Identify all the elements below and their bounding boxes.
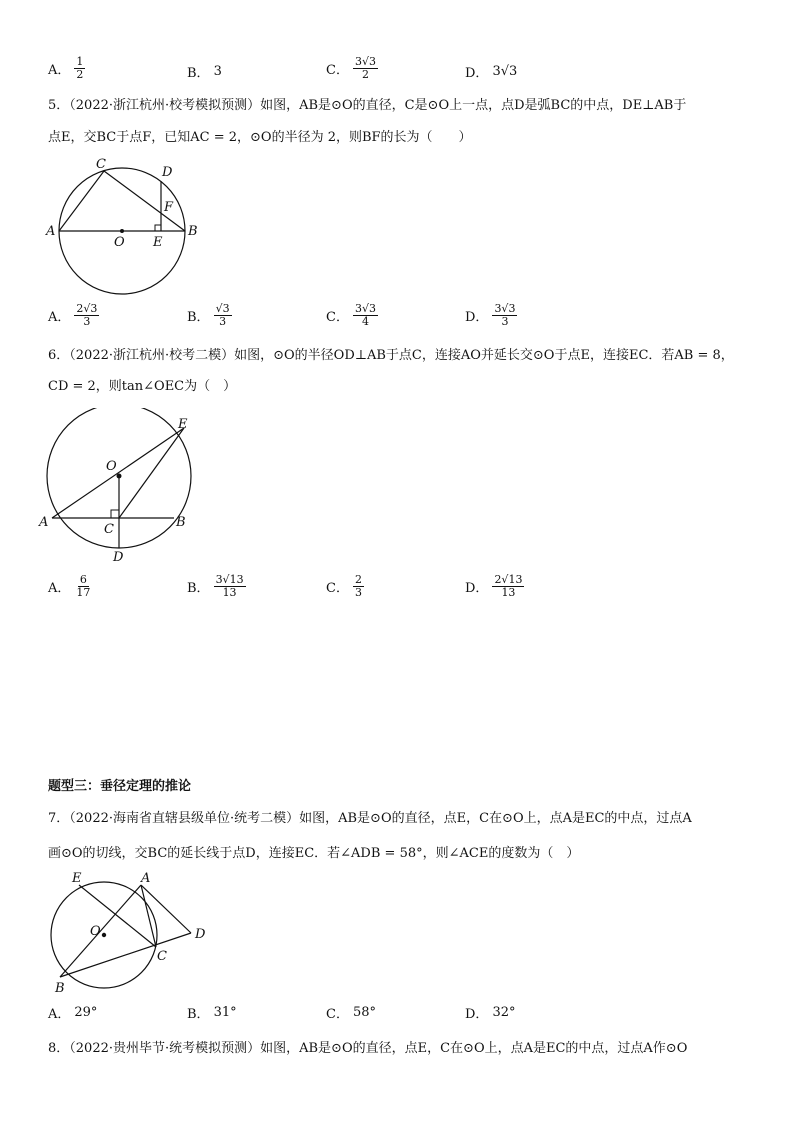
q5-stem-line2: 点E，交BC于点F，已知AC = 2，⊙O的半径为 2，则BF的长为（ ）	[48, 130, 472, 145]
label-o: O	[114, 235, 125, 250]
option-value: 58°	[352, 1005, 376, 1020]
q6-option-d	[465, 574, 524, 599]
option-label: D．	[465, 66, 489, 81]
fraction	[353, 303, 378, 328]
denominator: 2	[361, 68, 369, 81]
denominator: 13	[222, 586, 237, 599]
denominator: 3	[219, 315, 227, 328]
option-label: C．	[326, 63, 349, 78]
option-label: A．	[48, 1007, 71, 1022]
fraction	[74, 56, 85, 81]
q4-option-c	[326, 56, 378, 81]
fraction	[492, 574, 524, 599]
label-e: E	[72, 871, 82, 886]
label-d: D	[113, 550, 124, 565]
center-point	[102, 933, 106, 937]
denominator: 3	[354, 586, 362, 599]
center-point	[117, 474, 122, 479]
tangent-ad	[141, 885, 191, 933]
q5-option-d	[465, 303, 517, 328]
q6-stem-line2: CD = 2，则tan∠OEC为（ ）	[48, 379, 237, 394]
option-label: A．	[48, 310, 71, 325]
numerator: 2√3	[76, 302, 98, 315]
segment-ce	[119, 428, 184, 518]
option-label: C．	[326, 310, 349, 325]
label-a: A	[141, 871, 151, 886]
denominator: 17	[76, 586, 91, 599]
q8-stem-line1: 8．（2022·贵州毕节·统考模拟预测）如图，AB是⊙O的直径，点E，C在⊙O上，点A是EC的中点，过点A作⊙O	[48, 1041, 688, 1056]
q7-stem-line2: 画⊙O的切线，交BC的延长线于点D，连接EC．若∠ADB = 58°，则∠ACE的度数为（ ）	[48, 846, 580, 861]
label-o: O	[90, 924, 101, 939]
option-label: D．	[465, 310, 489, 325]
q7-option-c	[326, 1003, 376, 1022]
fraction	[492, 303, 517, 328]
q5-option-b	[187, 303, 232, 328]
label-c: C	[157, 949, 167, 964]
right-angle-mark	[111, 510, 119, 518]
option-value: 31°	[213, 1005, 237, 1020]
option-label: A．	[48, 63, 71, 78]
option-value: 3	[213, 64, 222, 79]
option-label: A．	[48, 581, 71, 596]
label-b: B	[176, 515, 186, 530]
label-b: B	[188, 224, 198, 239]
option-label: D．	[465, 1007, 489, 1022]
option-value: 29°	[74, 1005, 98, 1020]
denominator: 4	[361, 315, 369, 328]
denominator: 2	[76, 68, 84, 81]
option-label: C．	[326, 581, 349, 596]
denominator: 3	[501, 315, 509, 328]
q4-option-d	[465, 62, 517, 81]
q4-option-a	[48, 56, 85, 81]
fraction	[353, 574, 364, 599]
segment-ae	[52, 428, 184, 518]
label-f: F	[164, 200, 174, 215]
q7-option-a	[48, 1003, 97, 1022]
numerator: 2√13	[494, 573, 523, 586]
label-b: B	[55, 981, 65, 996]
fraction	[214, 303, 232, 328]
q5-stem-line1: 5．（2022·浙江杭州·校考模拟预测）如图，AB是⊙O的直径，C是⊙O上一点，点D是弧BC的中点，DE⊥AB于	[48, 98, 687, 113]
numerator: 3√13	[215, 573, 244, 586]
q6-figure	[38, 408, 208, 568]
numerator: 3√3	[354, 302, 376, 315]
fraction	[214, 574, 246, 599]
q7-option-b	[187, 1003, 237, 1022]
section-title: 题型三：垂径定理的推论	[48, 779, 192, 794]
numerator: 2	[354, 573, 362, 586]
option-label: B．	[187, 66, 210, 81]
segment-ac	[59, 171, 104, 231]
numerator: 3√3	[354, 55, 376, 68]
q5-figure	[44, 155, 214, 305]
denominator: 13	[501, 586, 516, 599]
label-c: C	[104, 522, 114, 537]
q7-stem-line1: 7．（2022·海南省直辖县级单位·统考二模）如图，AB是⊙O的直径，点E，C在⊙O上，点A是EC的中点，过点A	[48, 811, 692, 826]
fraction	[74, 574, 92, 599]
label-a: A	[46, 224, 56, 239]
label-d: D	[195, 927, 206, 942]
numerator: 1	[76, 55, 84, 68]
option-label: B．	[187, 1007, 210, 1022]
numerator: √3	[215, 302, 230, 315]
right-angle-mark	[155, 225, 161, 231]
label-d: D	[162, 165, 173, 180]
denominator: 3	[83, 315, 91, 328]
label-e: E	[178, 417, 188, 432]
label-c: C	[96, 157, 106, 172]
q5-option-c	[326, 303, 378, 328]
q4-option-b	[187, 62, 222, 81]
center-point	[120, 229, 124, 233]
fraction	[74, 303, 99, 328]
q6-option-b	[187, 574, 246, 599]
label-e: E	[153, 235, 163, 250]
numerator: 3√3	[494, 302, 516, 315]
q5-option-a	[48, 303, 99, 328]
numerator: 6	[79, 573, 87, 586]
option-label: D．	[465, 581, 489, 596]
q7-figure	[44, 868, 219, 998]
option-label: B．	[187, 581, 210, 596]
option-value: 32°	[492, 1005, 516, 1020]
q6-option-a	[48, 574, 92, 599]
q6-option-c	[326, 574, 364, 599]
label-o: O	[106, 459, 117, 474]
q6-stem-line1: 6．（2022·浙江杭州·校考二模）如图，⊙O的半径OD⊥AB于点C，连接AO并延长交⊙O于点E，连接EC．若AB = 8，	[48, 348, 734, 363]
option-label: C．	[326, 1007, 349, 1022]
label-a: A	[39, 515, 49, 530]
option-value: 3√3	[492, 64, 518, 79]
q7-option-d	[465, 1003, 515, 1022]
option-label: B．	[187, 310, 210, 325]
fraction	[353, 56, 378, 81]
